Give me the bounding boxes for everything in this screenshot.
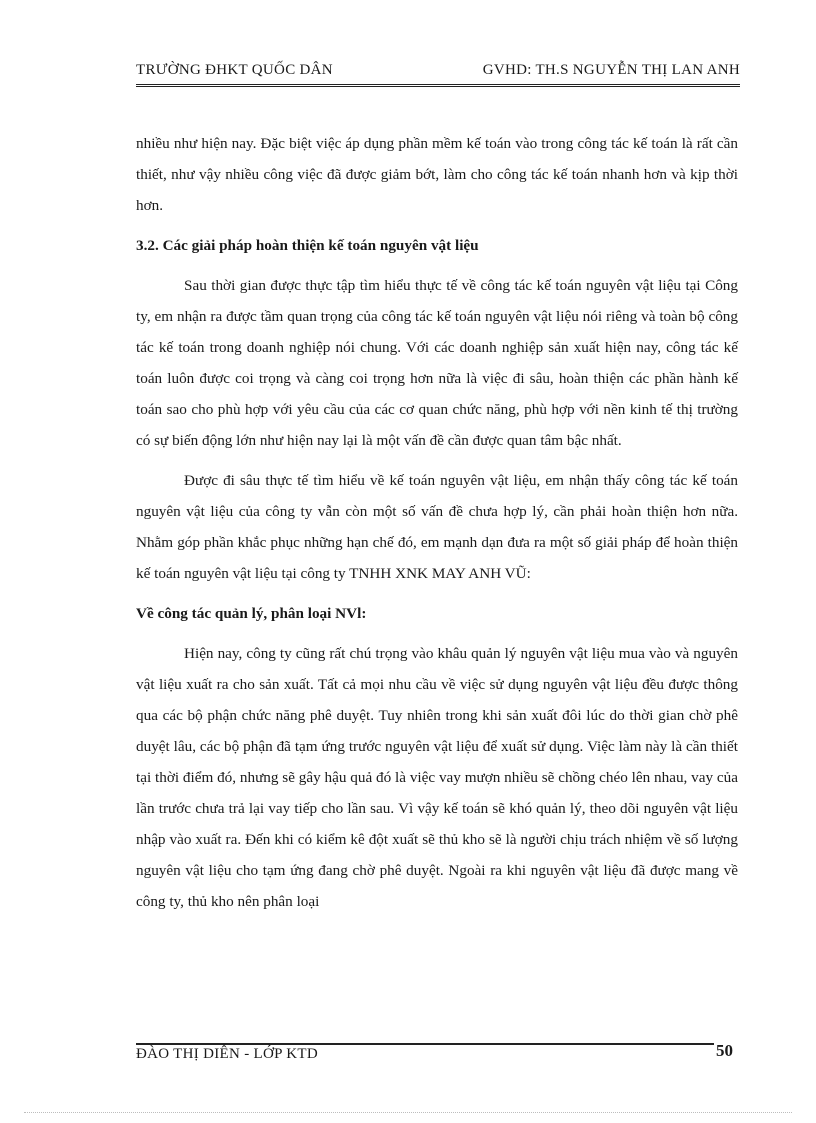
page-header [136, 58, 740, 87]
header-school: TRƯỜNG ĐHKT QUỐC DÂN [136, 62, 333, 78]
page-content [136, 128, 738, 917]
paragraph-1: nhiều như hiện nay. Đặc biệt việc áp dụng phần mềm kế toán vào trong công tác kế toán là rất cần thiết, như vậy nhiều công việc đã được giảm bớt, làm cho công tác kế toán nhanh hơn và kịp thời hơn. [136, 135, 738, 214]
sub-heading: Về công tác quản lý, phân loại NVl: [136, 605, 367, 622]
page-number: 50 [716, 1041, 733, 1060]
paragraph-2: Sau thời gian được thực tập tìm hiểu thực tế về công tác kế toán nguyên vật liệu tại Công ty, em nhận ra được tầm quan trọng của công tác kế toán nguyên vật liệu nói riêng và toàn bộ công tác kế toán trong doanh nghiệp nói chung. Với các doanh nghiệp sản xuất hiện nay, công tác kế toán luôn được coi trọng và càng coi trọng hơn nữa là việc đi sâu, hoàn thiện các phần hành kế toán sao cho phù hợp với yêu cầu của các cơ quan chức năng, phù hợp với nền kinh tế thị trường có sự biến động lớn như hiện nay lại là một vấn đề cần được quan tâm bậc nhất. [136, 277, 738, 449]
bottom-dotted-line [24, 1112, 792, 1113]
footer-divider [136, 1043, 714, 1045]
footer-author: ĐÀO THỊ DIÊN - LỚP KTD [136, 1046, 318, 1062]
paragraph-4: Hiện nay, công ty cũng rất chú trọng vào khâu quản lý nguyên vật liệu mua vào và nguyên vật liệu xuất ra cho sản xuất. Tất cả mọi nhu cầu về việc sử dụng nguyên vật liệu đều được thông qua các bộ phận chức năng phê duyệt. Tuy nhiên trong khi sản xuất đôi lúc do thời gian chờ phê duyệt lâu, các bộ phận đã tạm ứng trước nguyên vật liệu để xuất sử dụng. Việc làm này là cần thiết tại thời điểm đó, nhưng sẽ gây hậu quả đó là việc vay mượn nhiều sẽ chồng chéo lên nhau, vay của lần trước chưa trả lại vay tiếp cho lần sau. Vì vậy kế toán sẽ khó quản lý, theo dõi nguyên vật liệu nhập vào xuất ra. Đến khi có kiểm kê đột xuất sẽ thủ kho sẽ là người chịu trách nhiệm về số lượng nguyên vật liệu cho tạm ứng đang chờ phê duyệt. Ngoài ra khi nguyên vật liệu đã được mang về công ty, thủ kho nên phân loại [136, 645, 738, 910]
header-advisor: GVHD: TH.S NGUYỄN THỊ LAN ANH [482, 62, 740, 78]
paragraph-3: Được đi sâu thực tế tìm hiểu về kế toán nguyên vật liệu, em nhận thấy công tác kế toán nguyên vật liệu của công ty vẫn còn một số vấn đề chưa hợp lý, cần phải hoàn thiện hơn nữa. Nhằm góp phần khắc phục những hạn chế đó, em mạnh dạn đưa ra một số giải pháp để hoàn thiện kế toán nguyên vật liệu tại công ty TNHH XNK MAY ANH VŨ: [136, 472, 738, 582]
section-heading: 3.2. Các giải pháp hoàn thiện kế toán nguyên vật liệu [136, 237, 479, 254]
